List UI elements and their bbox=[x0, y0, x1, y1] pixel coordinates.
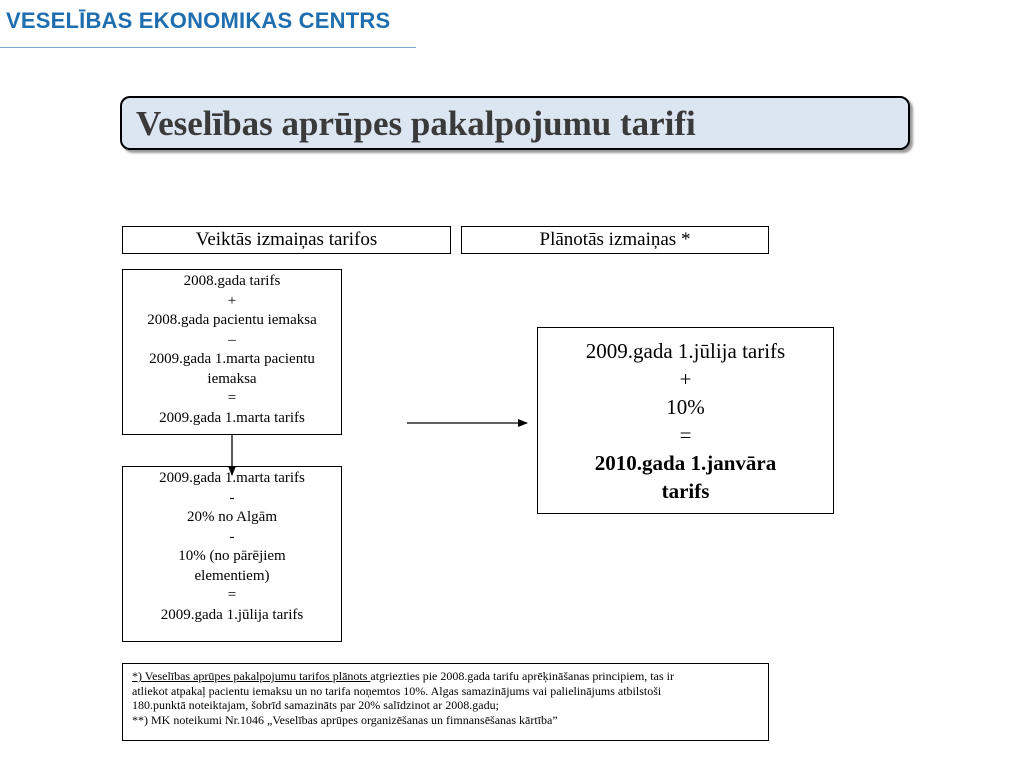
box3-line: 10% bbox=[666, 395, 705, 419]
box2-line: - bbox=[229, 489, 235, 506]
box1-line: 2009.gada 1.marta pacientu bbox=[149, 351, 315, 367]
left-column-header: Veiktās izmaiņas tarifos bbox=[122, 226, 451, 254]
box3-result-line: 2010.gada 1.janvāra bbox=[594, 451, 777, 475]
box1-line: – bbox=[228, 331, 236, 348]
box3-line: 2009.gada 1.jūlija tarifs bbox=[585, 339, 786, 363]
box2-line: - bbox=[229, 528, 235, 545]
box1-line: + bbox=[227, 292, 237, 309]
box2-line: 10% (no pārējiem bbox=[178, 548, 286, 564]
box2-line: 20% no Algām bbox=[187, 509, 277, 525]
page-title: Veselības aprūpes pakalpojumu tarifi bbox=[136, 104, 696, 143]
footnote-line1-rest: atgriezties pie 2008.gada tarifu aprēķināšanas principiem, tas ir bbox=[370, 669, 674, 683]
box1-line: 2009.gada 1.marta tarifs bbox=[159, 409, 305, 426]
footnote-line: 180.punktā noteiktajam, šobrīd samazināts par 20% salīdzinot ar 2008.gadu; bbox=[132, 698, 499, 712]
box2-line: = bbox=[227, 587, 237, 603]
box3-line: + bbox=[679, 367, 692, 391]
box2-line: elementiem) bbox=[194, 567, 270, 584]
box3-result-line: tarifs bbox=[661, 479, 710, 503]
box2-line: 2009.gada 1.jūlija tarifs bbox=[160, 606, 304, 623]
box1-line: iemaksa bbox=[207, 370, 257, 387]
logo: VESELĪBAS EKONOMIKAS CENTRS bbox=[6, 8, 391, 33]
footnote-box bbox=[122, 663, 769, 741]
box3-line: = bbox=[679, 423, 692, 447]
box1-line: 2008.gada pacientu iemaksa bbox=[147, 312, 317, 328]
box2-line: 2009.gada 1.marta tarifs bbox=[159, 470, 305, 486]
footnote-line bbox=[132, 669, 760, 684]
footnote-underlined: *) Veselības aprūpes pakalpojumu tarifos plānots bbox=[132, 669, 371, 683]
right-column-header: Plānotās izmaiņas * bbox=[461, 226, 769, 254]
box1-line: 2008.gada tarifs bbox=[183, 273, 281, 289]
footnote-line: **) MK noteikumi Nr.1046 „Veselības aprūpes organizēšanas un fimnansēšanas kārtība” bbox=[132, 712, 558, 727]
box1-line: = bbox=[227, 390, 237, 406]
footnote-line: atliekot atpakaļ pacientu iemaksu un no tarifa noņemtos 10%. Algas samazinājums vai palielinājums atbilstoši bbox=[132, 683, 662, 698]
